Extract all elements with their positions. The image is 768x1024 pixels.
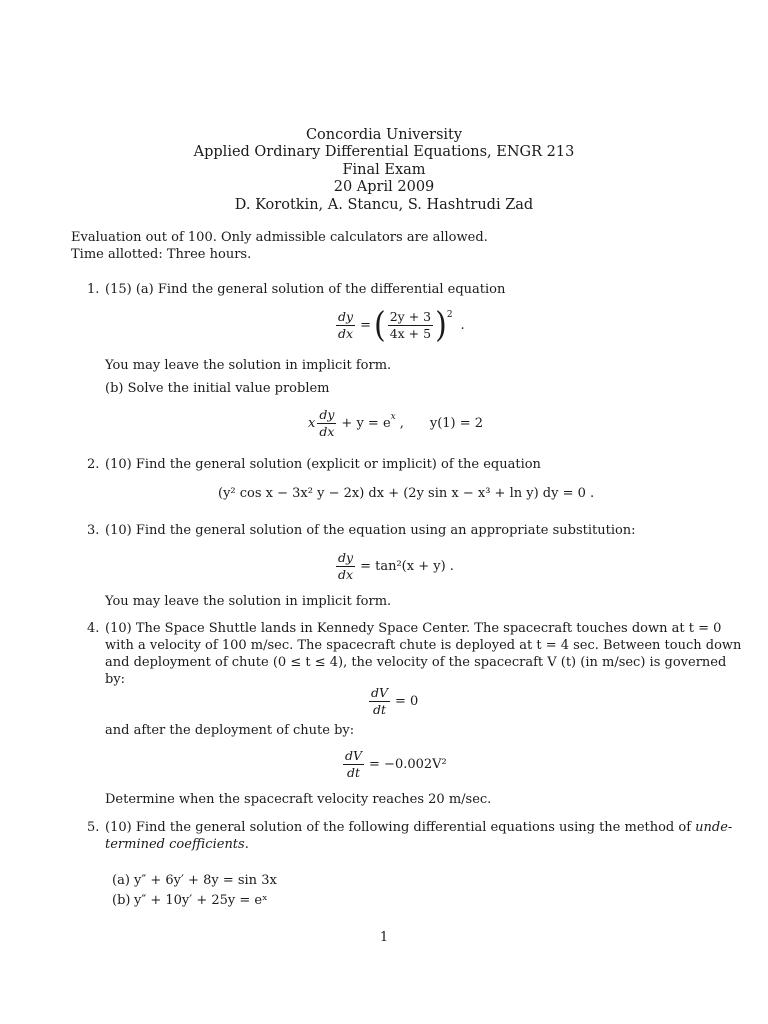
question-5a-equation: y″ + 6y′ + 8y = sin 3x (134, 873, 277, 888)
question-4-line-4: by: (105, 672, 126, 687)
question-4-line-3: and deployment of chute (0 ≤ t ≤ 4), the velocity of the spacecraft V (t) (in m/sec) is governed (105, 655, 727, 670)
question-4-line-1: (10) The Space Shuttle lands in Kennedy Space Center. The spacecraft touches down at t = 0 (105, 621, 722, 636)
question-3-number: 3. (87, 523, 100, 538)
question-4-after: and after the deployment of chute by: (105, 723, 355, 738)
question-5b-label: (b) (112, 893, 131, 908)
question-1-number: 1. (87, 282, 100, 297)
fraction-dy-dx: $\frac{dy}{dx}$ (338, 309, 354, 341)
question-3-equation: $\frac{dy}{dx}$ = tan²(x + y) . (338, 550, 454, 582)
intro-line-1: Evaluation out of 100. Only admissible calculators are allowed. (71, 230, 488, 245)
question-2-equation: (y² cos x − 3x² y − 2x) dx + (2y sin x − x³ + ln y) dy = 0 . (218, 486, 595, 501)
question-4-determine: Determine when the spacecraft velocity reaches 20 m/sec. (105, 792, 492, 807)
question-3-note: You may leave the solution in implicit form. (105, 594, 392, 609)
question-4-number: 4. (87, 621, 100, 636)
question-5-number: 5. (87, 820, 100, 835)
question-4-line-2: with a velocity of 100 m/sec. The spacecraft chute is deployed at t = 4 sec. Between touch down (105, 638, 742, 653)
question-1b-prompt: (b) Solve the initial value problem (105, 381, 330, 396)
exam-header (0, 127, 768, 214)
university-name: Concordia University (305, 127, 463, 143)
question-5-line-2: termined coefficients. (105, 837, 249, 852)
exam-title: Final Exam (342, 161, 426, 178)
exam-date: 20 April 2009 (333, 179, 435, 196)
question-5a-label: (a) (112, 873, 130, 888)
question-1b-equation: x $\frac{dy}{dx}$ + y = e x , y(1) = 2 (308, 407, 484, 439)
question-1a-equation: $\frac{dy}{dx}$ = ( $\frac{2y + 3}{4x + 5}$ ) 2 . (338, 304, 465, 346)
question-4-equation-1: $\frac{dV}{dt}$ = 0 (371, 685, 419, 717)
question-1-note: You may leave the solution in implicit form. (105, 358, 392, 373)
question-2-number: 2. (87, 457, 100, 472)
question-5b-equation: y″ + 10y′ + 25y = eˣ (134, 893, 268, 908)
question-5-line-1: (10) Find the general solution of the following differential equations using the method of unde- (105, 820, 733, 835)
question-3-prompt: (10) Find the general solution of the equation using an appropriate substitution: (105, 523, 636, 538)
intro-line-2: Time allotted: Three hours. (71, 247, 252, 262)
question-2-prompt: (10) Find the general solution (explicit or implicit) of the equation (105, 457, 541, 472)
exam-authors: D. Korotkin, A. Stancu, S. Hashtrudi Zad (234, 196, 534, 213)
question-4-equation-2: $\frac{dV}{dt}$ = −0.002V² (345, 748, 447, 780)
page-number: 1 (379, 930, 389, 945)
fraction-rhs: $\frac{2y + 3}{4x + 5}$ (389, 309, 432, 341)
question-1-prompt: (15) (a) Find the general solution of the differential equation (105, 282, 506, 297)
course-title: Applied Ordinary Differential Equations, ENGR 213 (193, 144, 575, 161)
